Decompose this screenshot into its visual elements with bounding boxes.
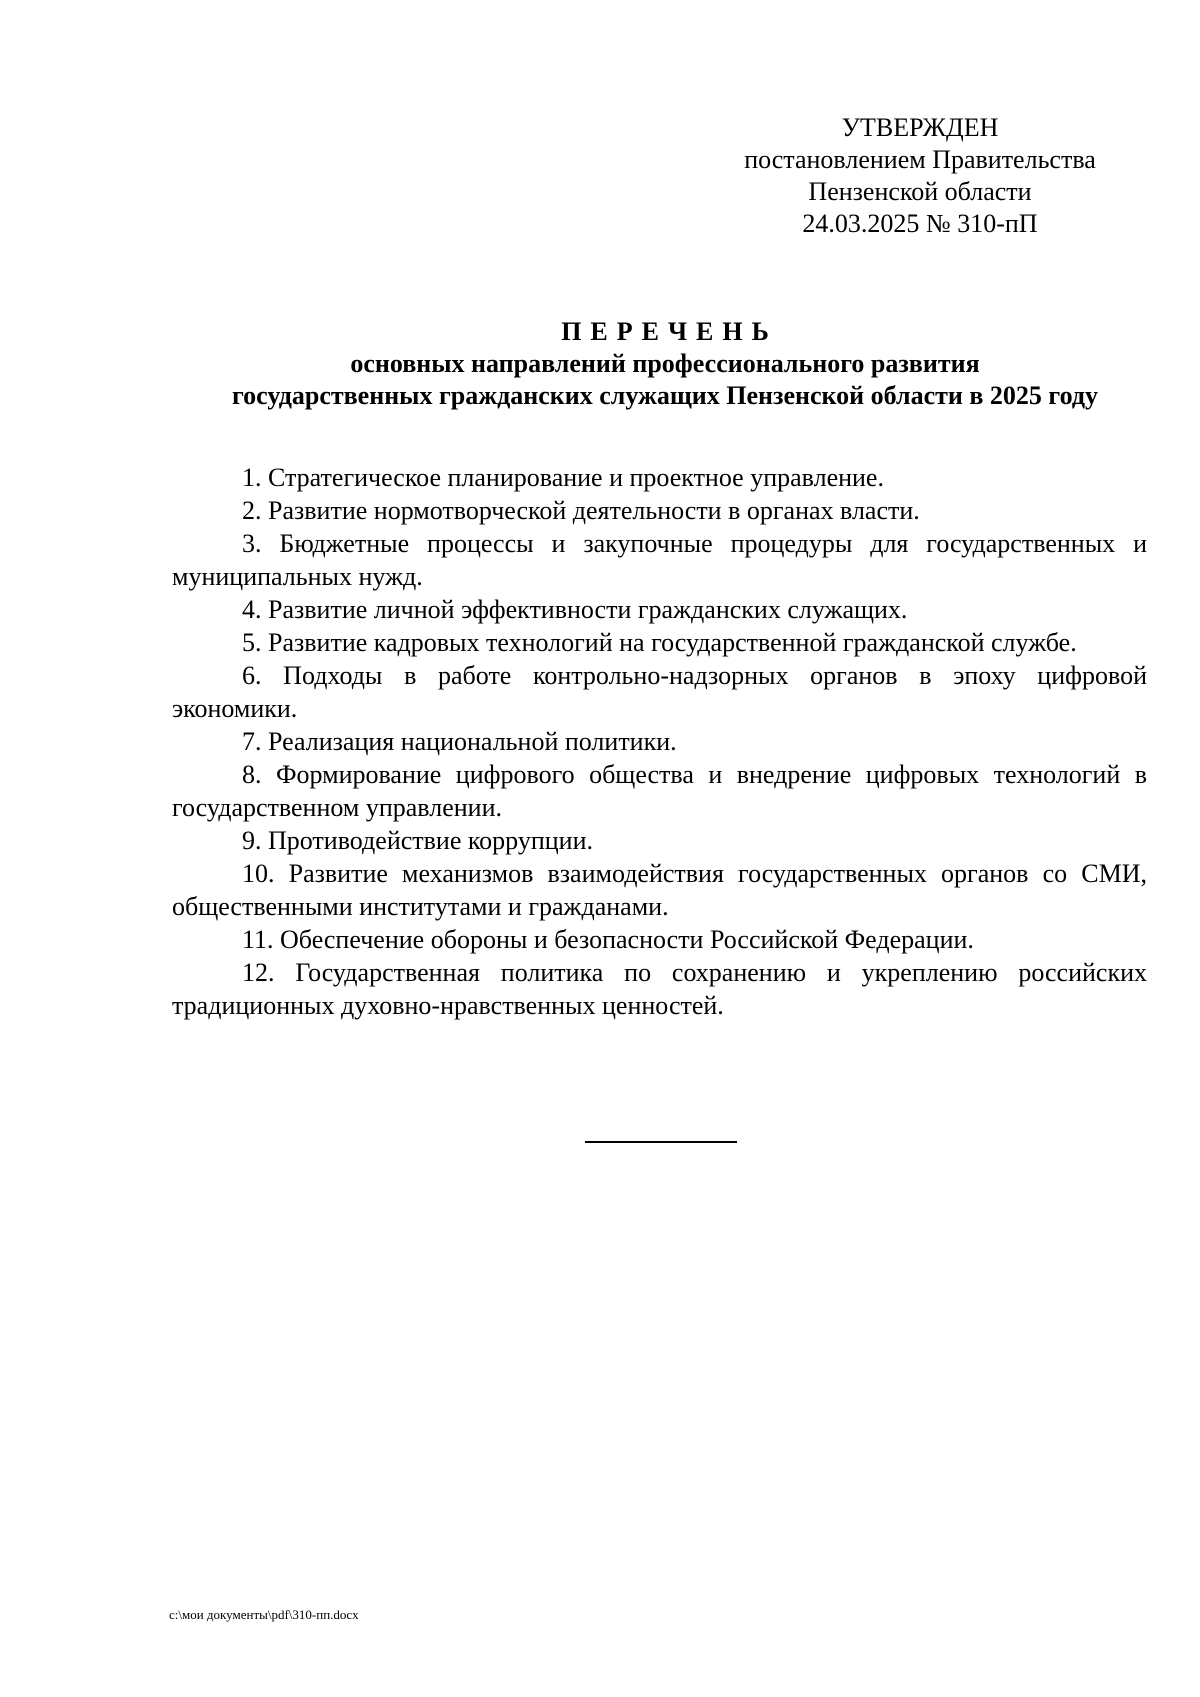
- list-item: 4. Развитие личной эффективности гражданских служащих.: [242, 595, 908, 624]
- document-subtitle-line1: основных направлений профессионального развития: [350, 349, 980, 378]
- list-item: 11. Обеспечение обороны и безопасности Российской Федерации.: [242, 925, 974, 954]
- list-item: 3. Бюджетные процессы и закупочные процедуры для государственных и муниципальных нужд.: [172, 529, 1147, 591]
- closing-rule: [585, 1141, 737, 1143]
- list-item: 1. Стратегическое планирование и проектное управление.: [242, 463, 884, 492]
- list-item: 9. Противодействие коррупции.: [242, 826, 593, 855]
- list-item: 10. Развитие механизмов взаимодействия государственных органов со СМИ, общественными институтами и гражданами.: [172, 859, 1147, 921]
- list-item: 2. Развитие нормотворческой деятельности в органах власти.: [242, 496, 920, 525]
- document-subtitle-line2: государственных гражданских служащих Пензенской области в 2025 году: [231, 381, 1098, 410]
- approval-stamp: [700, 112, 1140, 240]
- list-item: 12. Государственная политика по сохранению и укреплению российских традиционных духовно-нравственных ценностей.: [172, 958, 1147, 1020]
- list-item: 8. Формирование цифрового общества и внедрение цифровых технологий в государственном управлении.: [172, 760, 1147, 822]
- approval-date-number: 24.03.2025 № 310-пП: [802, 209, 1038, 238]
- approval-region: Пензенской области: [808, 177, 1032, 206]
- directions-list: [172, 461, 1147, 1022]
- list-item: 5. Развитие кадровых технологий на государственной гражданской службе.: [242, 628, 1077, 657]
- list-item: 7. Реализация национальной политики.: [242, 727, 677, 756]
- approval-authority: постановлением Правительства: [744, 145, 1096, 174]
- approval-status: УТВЕРЖДЕН: [841, 113, 999, 142]
- document-title: ПЕРЕЧЕНЬ: [561, 317, 778, 346]
- footer-file-path: c:\мои документы\pdf\310-пп.docx: [169, 1607, 359, 1622]
- list-item: 6. Подходы в работе контрольно-надзорных органов в эпоху цифровой экономики.: [172, 661, 1147, 723]
- document-heading: [160, 316, 1170, 412]
